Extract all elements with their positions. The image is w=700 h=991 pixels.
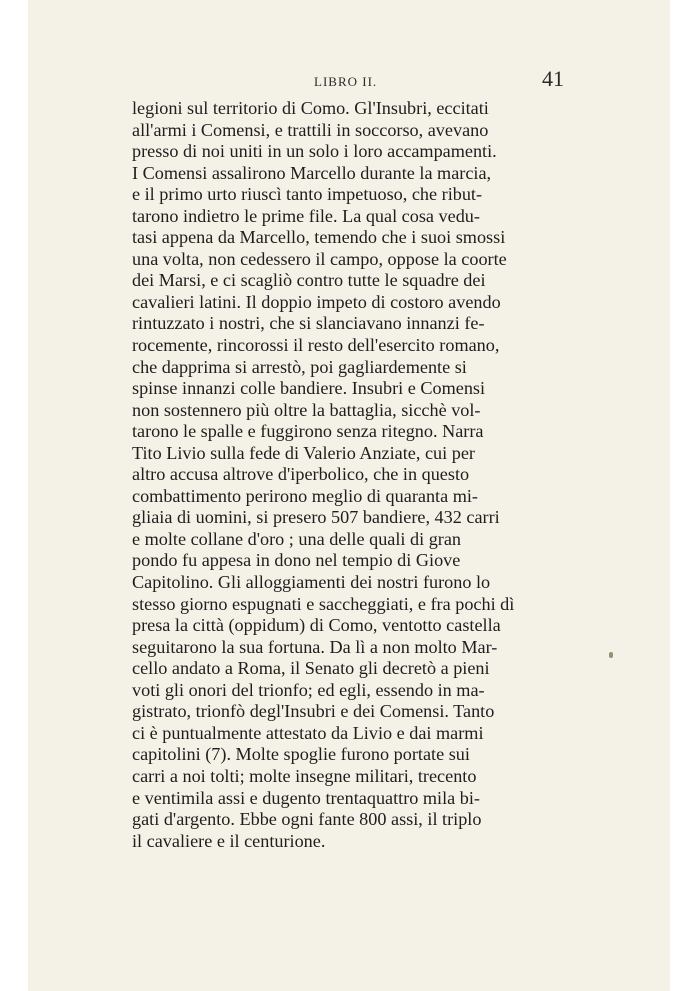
page-number: 41 bbox=[542, 66, 564, 91]
margin-speck bbox=[609, 652, 613, 658]
running-head: LIBRO II. bbox=[314, 74, 378, 89]
body-text: legioni sul territorio di Como. Gl'Insubri, eccitati all'armi i Comensi, e trattili in soccorso, avevano presso di noi uniti in un solo i loro accampamenti. I Comensi assalirono Marcello durante la marcia, e il primo urto riuscì tanto impetuoso, che ribut- tarono indietro le prime file. La qual cosa vedu- tasi appena da Marcello, temendo che i suoi smossi una volta, non cedessero il campo, oppose la coorte dei Marsi, e ci scagliò contro tutte le squadre dei cavalieri latini. Il doppio impeto di costoro avendo rintuzzato i nostri, che si slanciavano innanzi fe- rocemente, rincorossi il resto dell'esercito romano, che dapprima si arrestò, poi gagliardemente si spinse innanzi colle bandiere. Insubri e Comensi non sostennero più oltre la battaglia, sicchè vol- tarono le spalle e fuggirono senza ritegno. Narra Tito Livio sulla fede di Valerio Anziate, cui per altro accusa altrove d'iperbolico, che in questo combattimento perirono meglio di quaranta mi- gliaia di uomini, si presero 507 bandiere, 432 carri e molte collane d'oro ; una delle quali di gran pondo fu appesa in dono nel tempio di Giove Capitolino. Gli alloggiamenti dei nostri furono lo stesso giorno espugnati e saccheggiati, e fra pochi dì presa la città (oppidum) di Como, ventotto castella seguitarono la sua fortuna. Da lì a non molto Mar- cello andato a Roma, il Senato gli decretò a pieni voti gli onori del trionfo; ed egli, essendo in ma- gistrato, trionfò degl'Insubri e dei Comensi. Tanto ci è puntualmente attestato da Livio e dai marmi capitolini (7). Molte spoglie furono portate sui carri a noi tolti; molte insegne militari, trecento e ventimila assi e dugento trentaquattro mila bi- gati d'argento. Ebbe ogni fante 800 assi, il triplo il cavaliere e il centurione. bbox=[132, 98, 515, 851]
book-page bbox=[28, 0, 670, 991]
